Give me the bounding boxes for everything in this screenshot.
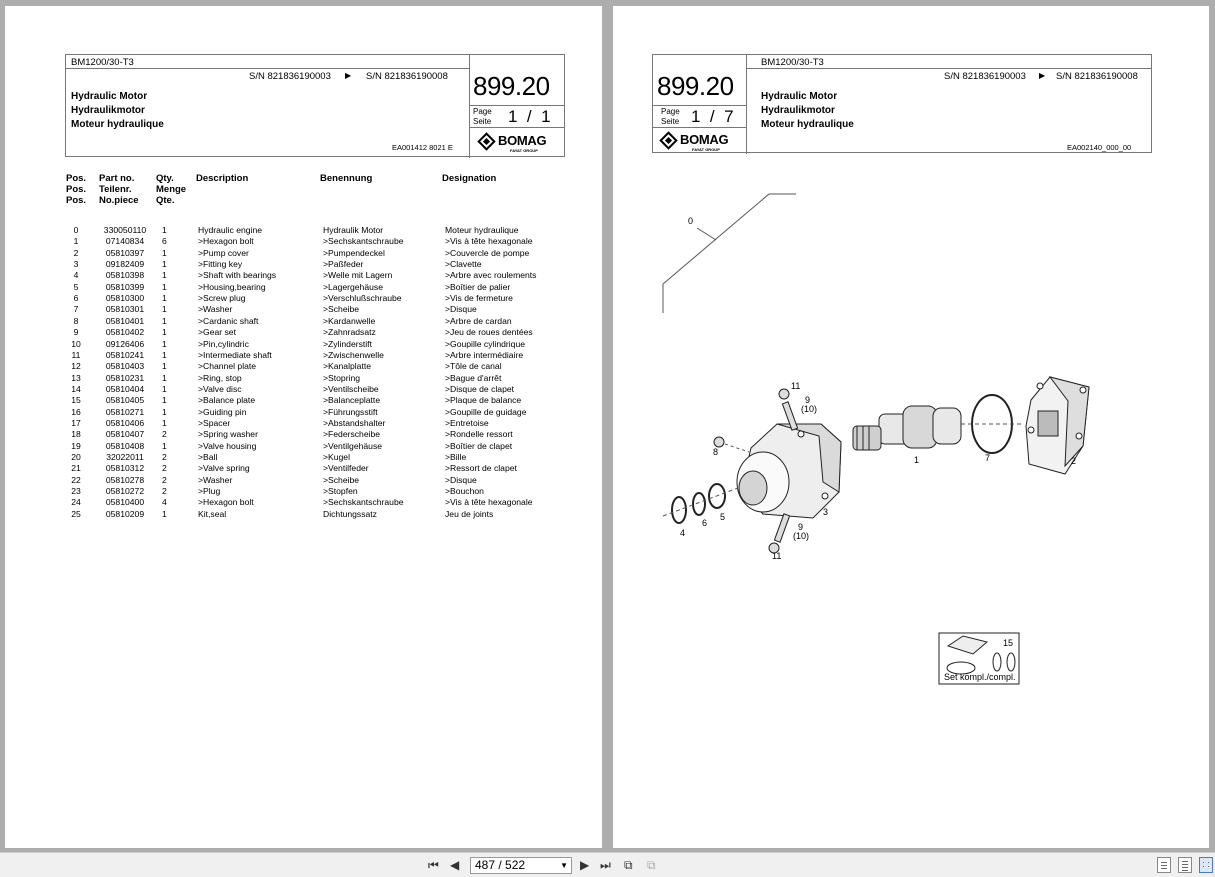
callout-10-upper: (10) (801, 404, 818, 414)
callout-5: 5 (720, 512, 726, 522)
next-view-icon[interactable]: ⧉ (647, 858, 656, 872)
cell-quantity: 2 (162, 463, 167, 474)
cell-benennung: >Lagergehäuse (323, 281, 383, 292)
cell-part-number: 05810402 (105, 327, 145, 338)
page-label-de: Seite (473, 117, 492, 126)
cell-designation: >Disque (445, 304, 477, 315)
cell-description: >Washer (198, 304, 233, 315)
cell-designation: >Entretoise (445, 417, 489, 428)
cell-part-number: 05810397 (105, 247, 145, 258)
cell-benennung: >Sechskantschraube (323, 497, 404, 508)
title-german: Hydraulikmotor (71, 105, 145, 116)
cell-description: >Valve disc (198, 383, 242, 394)
cell-quantity: 4 (162, 497, 167, 508)
cell-quantity: 1 (162, 372, 167, 383)
cell-benennung: >Stopfen (323, 486, 358, 497)
title-english: Hydraulic Motor (761, 91, 838, 102)
cell-description: >Screw plug (198, 293, 246, 304)
cell-quantity: 1 (162, 406, 167, 417)
cell-designation: >Vis de fermeture (445, 293, 513, 304)
cell-pos: 12 (71, 361, 81, 372)
cell-pos: 10 (71, 338, 81, 349)
cell-benennung: >Pumpendeckel (323, 247, 385, 258)
cell-quantity: 1 (162, 315, 167, 326)
table-row (66, 270, 546, 281)
cell-description: >Gear set (198, 327, 236, 338)
cell-part-number: 05810209 (105, 508, 145, 519)
last-page-icon[interactable]: ⏭ (600, 858, 611, 872)
single-page-view-icon[interactable] (1157, 857, 1171, 873)
table-row (66, 259, 546, 270)
screw-plug-8 (714, 437, 749, 452)
table-row (66, 293, 546, 304)
chevron-down-icon[interactable]: ▼ (560, 861, 568, 870)
cell-quantity: 1 (162, 327, 167, 338)
cell-pos: 5 (73, 281, 79, 292)
cell-pos: 20 (71, 452, 81, 462)
cell-description: >Fitting key (198, 259, 243, 270)
cell-designation: >Vis à tête hexagonale (445, 236, 533, 247)
cell-pos: 2 (73, 247, 79, 258)
serial-arrow: ▶ (345, 71, 352, 80)
cell-benennung: >Sechskantschraube (323, 236, 404, 247)
cell-designation: >Boîtier de palier (445, 281, 511, 292)
title-french: Moteur hydraulique (761, 119, 854, 130)
cell-benennung: >Zahnradsatz (323, 327, 376, 338)
callout-10-lower: (10) (793, 531, 810, 541)
group-number: 899.20 (657, 71, 734, 101)
callout-11-upper: 11 (791, 381, 801, 391)
cell-description: >Ring, stop (198, 372, 242, 383)
cell-designation: >Vis à tête hexagonale (445, 497, 533, 508)
cell-benennung: Hydraulik Motor (323, 225, 384, 235)
cell-description: >Valve spring (198, 463, 250, 474)
callout-6: 6 (702, 518, 708, 528)
cell-benennung: >Zylinderstift (323, 338, 372, 349)
shaft-assembly-1 (853, 406, 961, 450)
cell-description: >Ball (198, 452, 218, 462)
table-row (66, 225, 546, 236)
cell-quantity: 1 (162, 417, 167, 428)
cell-part-number: 05810400 (105, 497, 145, 508)
cell-benennung: >Scheibe (323, 474, 360, 485)
cell-designation: >Clavette (445, 259, 482, 270)
cell-part-number: 05810301 (105, 304, 145, 315)
cell-designation: >Goupille cylindrique (445, 338, 526, 349)
cell-part-number: 05810278 (105, 474, 145, 485)
cell-designation: >Bille (445, 452, 467, 462)
page-label-en: Page (473, 107, 492, 116)
callout-1: 1 (914, 455, 920, 465)
table-row (66, 429, 546, 440)
cell-part-number: 05810406 (105, 417, 145, 428)
cell-quantity: 1 (162, 338, 167, 349)
table-row (66, 384, 546, 395)
table-row (66, 395, 546, 406)
cell-designation: >Couvercle de pompe (445, 247, 530, 258)
callout-8: 8 (713, 447, 719, 457)
serial-from: S/N 821836190003 (249, 71, 331, 82)
cell-part-number: 09126406 (105, 338, 145, 349)
cell-pos: 25 (71, 508, 81, 519)
cell-pos: 22 (71, 474, 81, 485)
cell-quantity: 6 (162, 236, 167, 247)
cell-description: >Housing,bearing (198, 281, 266, 292)
page-label-en: Page (661, 107, 680, 116)
cell-part-number: 05810401 (105, 315, 145, 326)
callout-3: 3 (823, 507, 829, 517)
table-row (66, 316, 546, 327)
table-row (66, 486, 546, 497)
cell-part-number: 32022011 (106, 452, 144, 462)
table-row (66, 373, 546, 384)
cell-benennung: >Kardanwelle (323, 315, 376, 326)
cell-part-number: 05810271 (105, 406, 145, 417)
callout-0: 0 (688, 216, 694, 226)
table-row (66, 441, 546, 452)
page-number-display: 487 / 522 (475, 858, 526, 872)
cell-benennung: >Abstandshalter (323, 417, 386, 428)
cell-part-number: 05810399 (105, 281, 145, 292)
cell-description: Hydraulic engine (198, 225, 263, 235)
cell-benennung: >Zwischenwelle (323, 349, 384, 360)
page-counter: 1 / 1 (508, 107, 551, 126)
table-row (66, 475, 546, 486)
cell-designation: >Boîtier de clapet (445, 440, 513, 451)
serial-arrow: ▶ (1039, 71, 1046, 80)
cell-part-number: 05810404 (105, 383, 145, 394)
cell-description: >Spacer (198, 417, 231, 428)
assembly-bracket (663, 194, 796, 313)
exploded-diagram (613, 6, 1209, 848)
title-english: Hydraulic Motor (71, 91, 148, 102)
cell-benennung: >Balanceplatte (323, 395, 381, 406)
previous-page-icon[interactable]: ◀ (450, 858, 460, 872)
housing-3 (737, 424, 841, 518)
cell-benennung: Dichtungssatz (323, 508, 377, 519)
cell-description: >Valve housing (198, 440, 257, 451)
table-row (66, 418, 546, 429)
serial-from: S/N 821836190003 (944, 71, 1026, 82)
cell-quantity: 1 (162, 293, 167, 304)
cell-designation: >Bague d'arrêt (445, 372, 502, 383)
table-row (66, 407, 546, 418)
cell-benennung: >Federscheibe (323, 429, 381, 440)
page-header (65, 54, 565, 157)
cell-part-number: 05810312 (105, 463, 145, 474)
cell-pos: 9 (73, 327, 79, 338)
callout-11-lower: 11 (772, 551, 782, 561)
cell-description: >Spring washer (198, 429, 258, 440)
next-page-icon[interactable]: ▶ (580, 858, 590, 872)
cell-pos: 16 (71, 406, 81, 417)
previous-view-icon[interactable]: ⧉ (624, 858, 633, 872)
model-label: BM1200/30-T3 (761, 57, 824, 68)
cell-quantity: 1 (162, 281, 167, 292)
cell-part-number: 05810398 (105, 270, 145, 281)
cell-designation: >Disque (445, 474, 477, 485)
seal-rings-4-6 (663, 484, 738, 523)
table-row (66, 361, 546, 372)
table-row (66, 327, 546, 338)
cell-designation: >Arbre intermédiaire (445, 349, 524, 360)
cell-pos: 15 (71, 395, 81, 406)
bolt-lower-9 (769, 514, 790, 553)
cell-quantity: 1 (162, 349, 167, 360)
cell-quantity: 1 (162, 361, 167, 372)
cell-benennung: >Ventilfeder (323, 463, 369, 474)
cell-part-number: 05810403 (105, 361, 145, 372)
table-row (66, 497, 546, 508)
cell-part-number: 05810407 (105, 429, 145, 440)
cell-designation: >Disque de clapet (445, 383, 515, 394)
page-label-de: Seite (661, 117, 680, 126)
viewer-toolbar (0, 852, 1215, 877)
cell-part-number: 05810300 (105, 293, 145, 304)
cell-designation: >Arbre avec roulements (445, 270, 537, 281)
callout-4: 4 (680, 528, 686, 538)
cell-quantity: 2 (162, 429, 167, 440)
cell-part-number: 09182409 (105, 259, 145, 270)
cell-description: Kit,seal (198, 508, 227, 519)
cell-description: >Hexagon bolt (198, 497, 254, 508)
cell-benennung: >Kugel (323, 452, 350, 462)
cell-designation: >Ressort de clapet (445, 463, 517, 474)
table-row (66, 248, 546, 259)
cell-pos: 1 (73, 236, 79, 247)
cell-benennung: >Verschlußschraube (323, 293, 402, 304)
bomag-logo: BOMAG FAYAT GROUP (476, 130, 564, 156)
cell-quantity: 1 (162, 270, 167, 281)
cell-description: >Shaft with bearings (198, 270, 277, 281)
col-header-description: Description (196, 173, 249, 184)
cell-benennung: >Ventilscheibe (323, 383, 379, 394)
cell-pos: 6 (73, 293, 79, 304)
callout-9-upper: 9 (805, 395, 811, 405)
cell-benennung: >Führungsstift (323, 406, 378, 417)
cell-designation: >Arbre de cardan (445, 315, 512, 326)
title-french: Moteur hydraulique (71, 119, 164, 130)
cell-pos: 0 (73, 225, 79, 235)
document-code: EA002140_000_00 (1067, 143, 1132, 152)
cell-part-number: 05810231 (105, 372, 145, 383)
cell-pos: 21 (71, 463, 81, 474)
cell-description: >Washer (198, 474, 233, 485)
cell-description: >Plug (198, 486, 221, 497)
group-number: 899.20 (473, 71, 550, 101)
exploded-view-page (613, 6, 1209, 848)
cell-benennung: >Kanalplatte (323, 361, 372, 372)
table-row (66, 236, 546, 247)
cell-pos: 19 (71, 440, 81, 451)
cell-designation: >Rondelle ressort (445, 429, 513, 440)
cell-pos: 18 (71, 429, 81, 440)
cell-part-number: 330050110 (103, 225, 147, 235)
callout-7: 7 (985, 453, 991, 463)
callout-15: 15 (1003, 638, 1014, 648)
cell-benennung: >Stopring (323, 372, 361, 383)
page-counter: 1 / 7 (691, 107, 734, 126)
cell-designation: >Jeu de roues dentées (445, 327, 533, 338)
cell-description: >Guiding pin (198, 406, 247, 417)
cell-quantity: 2 (162, 486, 167, 497)
cell-pos: 3 (73, 259, 79, 270)
cell-benennung: >Paßfeder (323, 259, 364, 270)
table-row (66, 282, 546, 293)
cell-pos: 24 (71, 497, 81, 508)
col-header-designation: Designation (442, 173, 497, 184)
cell-description: >Hexagon bolt (198, 236, 254, 247)
cell-quantity: 1 (162, 259, 167, 270)
document-code: EA001412 8021 E (392, 143, 453, 152)
cell-part-number: 05810241 (105, 349, 145, 360)
cell-quantity: 1 (162, 383, 167, 394)
cell-description: >Channel plate (198, 361, 257, 372)
serial-to: S/N 821836190008 (366, 71, 448, 82)
table-row (66, 509, 546, 520)
cell-designation: >Plaque de balance (445, 395, 522, 406)
cell-part-number: 05810405 (105, 395, 145, 406)
two-page-view-icon[interactable] (1199, 857, 1213, 873)
cell-pos: 8 (73, 315, 79, 326)
cell-designation: Jeu de joints (445, 508, 494, 519)
first-page-icon[interactable]: ⏮ (428, 858, 439, 872)
cell-designation: >Tôle de canal (445, 361, 502, 372)
seal-kit-label: Set kompl./compl. (944, 672, 1016, 682)
cell-part-number: 07140834 (105, 236, 145, 247)
table-row (66, 350, 546, 361)
cell-quantity: 1 (162, 247, 167, 258)
callout-9-lower: 9 (798, 522, 804, 532)
cell-designation: >Bouchon (445, 486, 484, 497)
cell-designation: >Goupille de guidage (445, 406, 527, 417)
cell-pos: 11 (71, 349, 81, 360)
cell-quantity: 2 (162, 452, 167, 462)
serial-to: S/N 821836190008 (1056, 71, 1138, 82)
cell-description: >Balance plate (198, 395, 256, 406)
cell-part-number: 05810408 (105, 440, 145, 451)
col-header-benennung: Benennung (320, 173, 373, 184)
page-number-input[interactable] (470, 857, 572, 874)
cell-description: >Cardanic shaft (198, 315, 259, 326)
cell-quantity: 2 (162, 474, 167, 485)
callout-2: 2 (1071, 456, 1077, 466)
cell-benennung: >Welle mit Lagern (323, 270, 393, 281)
cell-description: >Intermediate shaft (198, 349, 272, 360)
cell-pos: 17 (71, 417, 81, 428)
cell-quantity: 1 (162, 395, 167, 406)
cell-quantity: 1 (162, 440, 167, 451)
cell-designation: Moteur hydraulique (445, 225, 519, 235)
cell-quantity: 1 (162, 304, 167, 315)
cell-pos: 4 (73, 270, 79, 281)
bomag-logo: BOMAG FAYAT GROUP (658, 129, 746, 155)
table-row (66, 463, 546, 474)
cell-benennung: >Ventilgehäuse (323, 440, 383, 451)
col-header-pos: Pos. Pos. Pos. (66, 173, 87, 206)
col-header-part: Part no. Teilenr. No.piece (99, 173, 139, 206)
cell-description: >Pump cover (198, 247, 249, 258)
title-german: Hydraulikmotor (761, 105, 835, 116)
continuous-view-icon[interactable] (1178, 857, 1192, 873)
table-row (66, 452, 546, 463)
cell-quantity: 1 (162, 508, 167, 519)
parts-list-page (5, 6, 602, 848)
cell-pos: 13 (71, 372, 81, 383)
table-row (66, 304, 546, 315)
cell-pos: 7 (73, 304, 79, 315)
col-header-qty: Qty. Menge Qte. (156, 173, 187, 206)
cell-benennung: >Scheibe (323, 304, 360, 315)
pump-cover-2 (1026, 377, 1089, 474)
cell-part-number: 05810272 (105, 486, 145, 497)
cell-pos: 14 (71, 383, 81, 394)
cell-quantity: 1 (162, 225, 167, 235)
table-row (66, 339, 546, 350)
cell-pos: 23 (71, 486, 81, 497)
cell-description: >Pin,cylindric (198, 338, 249, 349)
model-label: BM1200/30-T3 (71, 57, 134, 68)
